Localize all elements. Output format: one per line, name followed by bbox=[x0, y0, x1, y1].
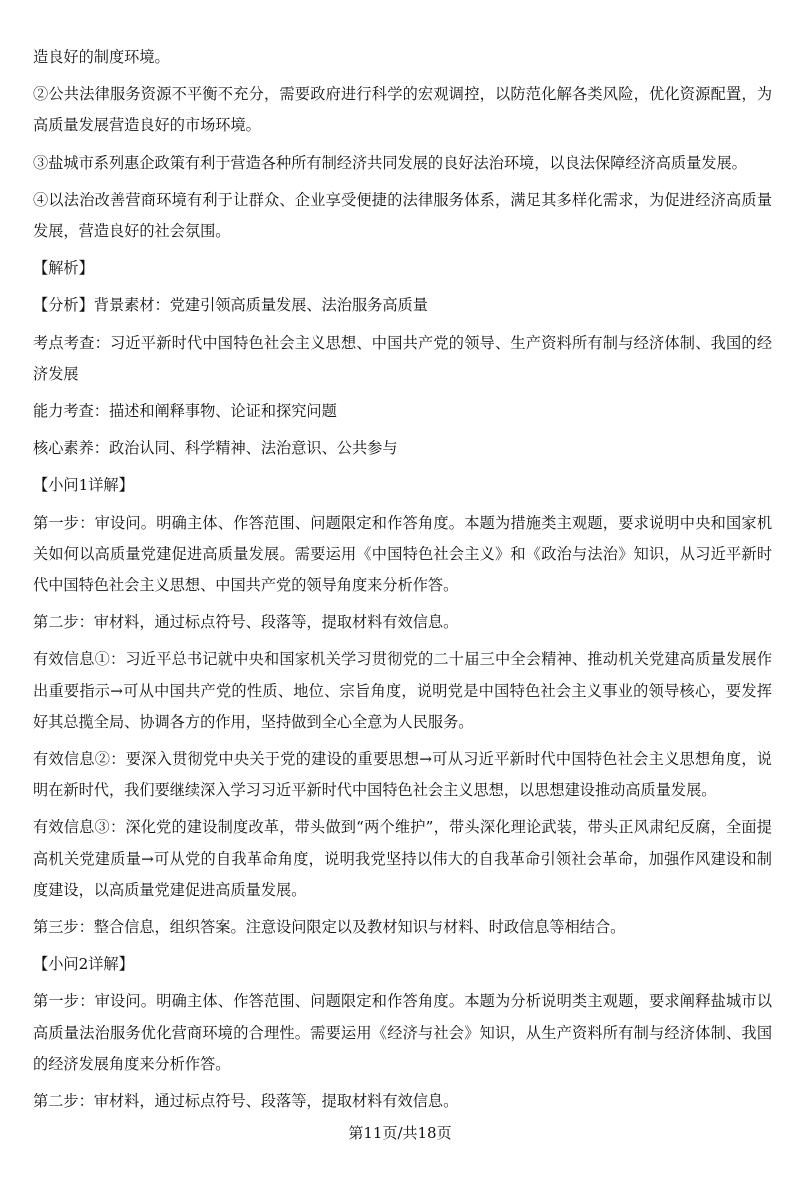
paragraph-background: 【分析】背景素材：党建引领高质量发展、法治服务高质量 bbox=[33, 296, 428, 315]
paragraph-exam-points: 考点考查：习近平新时代中国特色社会主义思想、中国共产党的领导、生产资料所有制与经济体制、我国的经济发展 bbox=[33, 333, 772, 383]
paragraph-q1-info3: 有效信息③：深化党的建设制度改革，带头做到“两个维护”，带头深化理论武装，带头正风肃纪反腐，全面提高机关党建质量→可从党的自我革命角度，说明我党坚持以伟大的自我革命引领社会革命，加强作风建设和制度建设，以高质量党建促进高质量发展。 bbox=[33, 818, 772, 899]
paragraph-q1-info2: 有效信息②：要深入贯彻党中央关于党的建设的重要思想→可从习近平新时代中国特色社会主义思想角度，说明在新时代，我们要继续深入学习习近平新时代中国特色社会主义思想，以思想建设推动高质量发展。 bbox=[33, 750, 772, 800]
section-heading-q1: 【小问1详解】 bbox=[33, 476, 134, 495]
paragraph-q1-step2: 第二步：审材料，通过标点符号、段落等，提取材料有效信息。 bbox=[33, 613, 459, 632]
paragraph-q1-info1: 有效信息①：习近平总书记就中央和国家机关学习贯彻党的二十届三中全会精神、推动机关党建高质量发展作出重要指示→可从中国共产党的性质、地位、宗旨角度，说明党是中国特色社会主义事业的领导核心，要发挥好其总揽全局、协调各方的作用，坚持做到全心全意为人民服务。 bbox=[33, 650, 772, 731]
paragraph-q1-step3: 第三步：整合信息，组织答案。注意设问限定以及教材知识与材料、时政信息等相结合。 bbox=[33, 918, 626, 937]
paragraph-point-2: ②公共法律服务资源不平衡不充分，需要政府进行科学的宏观调控，以防范化解各类风险，优化资源配置，为高质量发展营造良好的市场环境。 bbox=[33, 85, 772, 135]
section-heading-analysis: 【解析】 bbox=[33, 259, 94, 278]
document-body bbox=[33, 42, 772, 1117]
page-number-footer: 第11页/共18页 bbox=[348, 1124, 452, 1142]
paragraph-core-literacy: 核心素养：政治认同、科学精神、法治意识、公共参与 bbox=[33, 439, 398, 458]
paragraph-q1-step1: 第一步：审设问。明确主体、作答范围、问题限定和作答角度。本题为措施类主观题，要求说明中央和国家机关如何以高质量党建促进高质量发展。需要运用《中国特色社会主义》和《政治与法治》知识，从习近平新时代中国特色社会主义思想、中国共产党的领导角度来分析作答。 bbox=[33, 513, 772, 595]
paragraph-q2-step1: 第一步：审设问。明确主体、作答范围、问题限定和作答角度。本题为分析说明类主观题，要求阐释盐城市以高质量法治服务优化营商环境的合理性。需要运用《经济与社会》知识，从生产资料所有制与经济体制、我国的经济发展角度来分析作答。 bbox=[33, 992, 772, 1073]
paragraph-continuation: 造良好的制度环境。 bbox=[33, 48, 170, 66]
paragraph-ability: 能力考查：描述和阐释事物、论证和探究问题 bbox=[33, 402, 337, 421]
section-heading-q2: 【小问2详解】 bbox=[33, 955, 134, 974]
paragraph-point-3: ③盐城市系列惠企政策有利于营造各种所有制经济共同发展的良好法治环境，以良法保障经济高质量发展。 bbox=[33, 153, 747, 172]
paragraph-q2-step2: 第二步：审材料，通过标点符号、段落等，提取材料有效信息。 bbox=[33, 1092, 459, 1111]
paragraph-point-4: ④以法治改善营商环境有利于让群众、企业享受便捷的法律服务体系，满足其多样化需求，为促进经济高质量发展，营造良好的社会氛围。 bbox=[33, 190, 772, 241]
